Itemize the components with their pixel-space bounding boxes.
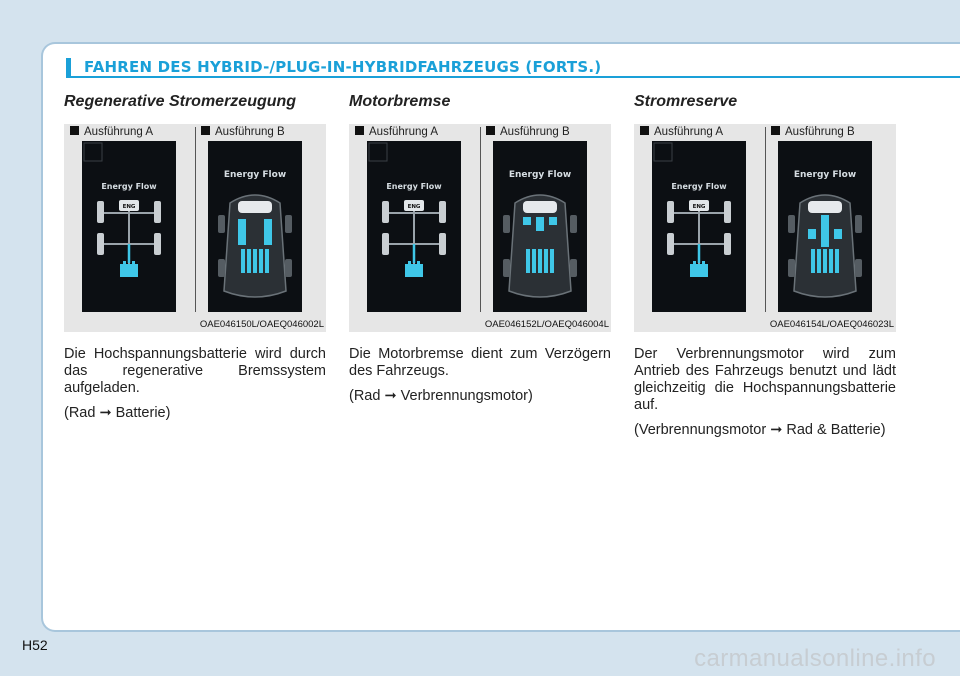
flow-arrow: [264, 219, 272, 245]
engine-block-icon: [238, 201, 272, 213]
battery-terminal: [417, 261, 420, 264]
wheel-rear-left-icon: [667, 233, 674, 255]
battery-icon: [120, 264, 138, 277]
content-column: [64, 92, 326, 430]
wheel-front-left-icon: [218, 215, 225, 233]
square-bullet-icon: [355, 126, 364, 135]
engine-label: ENG: [407, 204, 421, 210]
battery-terminal: [123, 261, 126, 264]
screen-b-title: Energy Flow: [508, 170, 572, 180]
variant-b-label: [771, 126, 855, 138]
variant-b-text: Ausführung B: [500, 126, 570, 138]
battery-icon: [690, 264, 708, 277]
battery-icon: [405, 264, 423, 277]
variant-a-label: [640, 126, 723, 138]
battery-terminal: [693, 261, 696, 264]
energy-flow-screen-b: [493, 141, 587, 312]
body-paragraph: Die Hochspannungsbatterie wird durch das regenerative Bremssystem aufgeladen.: [64, 346, 326, 396]
body-paragraph: (Rad ➞ Verbrennungsmotor): [349, 388, 533, 404]
wheel-front-left-icon: [667, 201, 674, 223]
wheel-front-right-icon: [570, 215, 577, 233]
column-body: [634, 346, 896, 439]
engine-label: ENG: [692, 204, 706, 210]
wheel-rear-right-icon: [285, 259, 292, 277]
variant-a-label: [355, 126, 438, 138]
wheel-front-left-icon: [788, 215, 795, 233]
screen-corner-box: [369, 143, 387, 161]
wheel-front-right-icon: [439, 201, 446, 223]
square-bullet-icon: [70, 126, 79, 135]
engine-label: ENG: [122, 204, 136, 210]
engine-block-icon: [523, 201, 557, 213]
figure-divider: [195, 127, 196, 312]
section-title: FAHREN DES HYBRID-/PLUG-IN-HYBRIDFAHRZEUGS (FORTS.): [84, 58, 602, 76]
wheel-front-left-icon: [503, 215, 510, 233]
content-column: [349, 92, 611, 413]
figure-code: OAE046150L/OAEQ046002L: [199, 319, 324, 330]
wheel-rear-left-icon: [503, 259, 510, 277]
battery-terminal: [132, 261, 135, 264]
flow-arrow: [808, 229, 816, 239]
energy-flow-screen-a: [367, 141, 461, 312]
column-heading: Regenerative Stromerzeugung: [64, 93, 297, 110]
square-bullet-icon: [486, 126, 495, 135]
body-paragraph: (Rad ➞ Batterie): [64, 405, 171, 421]
body-paragraph: Die Motorbremse dient zum Verzögern des Fahrzeugs.: [349, 346, 611, 379]
wheel-rear-right-icon: [570, 259, 577, 277]
figure-code: OAE046154L/OAEQ046023L: [769, 319, 894, 330]
square-bullet-icon: [771, 126, 780, 135]
screen-a-title: Energy Flow: [101, 182, 157, 191]
column-body: [64, 346, 326, 422]
variant-a-label: [70, 126, 153, 138]
header-accent: [66, 58, 71, 76]
battery-terminal: [408, 261, 411, 264]
wheel-front-right-icon: [154, 201, 161, 223]
screen-b-title: Energy Flow: [793, 170, 857, 180]
battery-terminal: [702, 261, 705, 264]
page-number: H52: [22, 637, 48, 653]
wheel-front-right-icon: [855, 215, 862, 233]
wheel-front-right-icon: [724, 201, 731, 223]
wheel-rear-right-icon: [724, 233, 731, 255]
energy-flow-screen-a: [82, 141, 176, 312]
screen-b-title: Energy Flow: [223, 170, 287, 180]
flow-arrow: [549, 217, 557, 225]
variant-b-label: [201, 126, 285, 138]
energy-flow-figure: [634, 124, 896, 332]
wheel-rear-left-icon: [788, 259, 795, 277]
section-header: [66, 56, 960, 78]
wheel-rear-left-icon: [382, 233, 389, 255]
figure-code: OAE046152L/OAEQ046004L: [484, 319, 609, 330]
screen-corner-box: [84, 143, 102, 161]
wheel-rear-right-icon: [855, 259, 862, 277]
column-body: [349, 346, 611, 405]
energy-flow-figure: [349, 124, 611, 332]
wheel-rear-left-icon: [97, 233, 104, 255]
wheel-rear-right-icon: [154, 233, 161, 255]
energy-flow-screen-a: [652, 141, 746, 312]
screen-a-title: Energy Flow: [671, 182, 727, 191]
flow-arrow: [238, 219, 246, 245]
energy-flow-screen-b: [208, 141, 302, 312]
energy-flow-screen-b: [778, 141, 872, 312]
wheel-rear-left-icon: [218, 259, 225, 277]
content-column: [634, 92, 896, 447]
header-rule: [66, 76, 960, 78]
screen-a-title: Energy Flow: [386, 182, 442, 191]
screen-corner-box: [654, 143, 672, 161]
variant-a-text: Ausführung A: [369, 126, 439, 138]
variant-b-label: [486, 126, 570, 138]
variant-a-text: Ausführung A: [84, 126, 154, 138]
wheel-front-right-icon: [285, 215, 292, 233]
column-heading: Motorbremse: [349, 93, 451, 110]
engine-block-icon: [808, 201, 842, 213]
flow-arrow: [536, 217, 544, 231]
variant-b-text: Ausführung B: [785, 126, 855, 138]
body-paragraph: Der Verbrennungsmotor wird zum Antrieb des Fahrzeugs benutzt und lädt gleichzeitig die Hochspannungsbatterie auf.: [634, 346, 896, 413]
column-heading: Stromreserve: [634, 93, 738, 110]
variant-a-text: Ausführung A: [654, 126, 724, 138]
watermark: carmanualsonline.info: [694, 645, 936, 672]
wheel-rear-right-icon: [439, 233, 446, 255]
variant-b-text: Ausführung B: [215, 126, 285, 138]
flow-arrow: [523, 217, 531, 225]
square-bullet-icon: [640, 126, 649, 135]
flow-arrow: [834, 229, 842, 239]
wheel-front-left-icon: [97, 201, 104, 223]
square-bullet-icon: [201, 126, 210, 135]
wheel-front-left-icon: [382, 201, 389, 223]
body-paragraph: (Verbrennungsmotor ➞ Rad & Batterie): [634, 422, 886, 438]
flow-arrow: [821, 215, 829, 247]
energy-flow-figure: [64, 124, 326, 332]
figure-divider: [765, 127, 766, 312]
figure-divider: [480, 127, 481, 312]
